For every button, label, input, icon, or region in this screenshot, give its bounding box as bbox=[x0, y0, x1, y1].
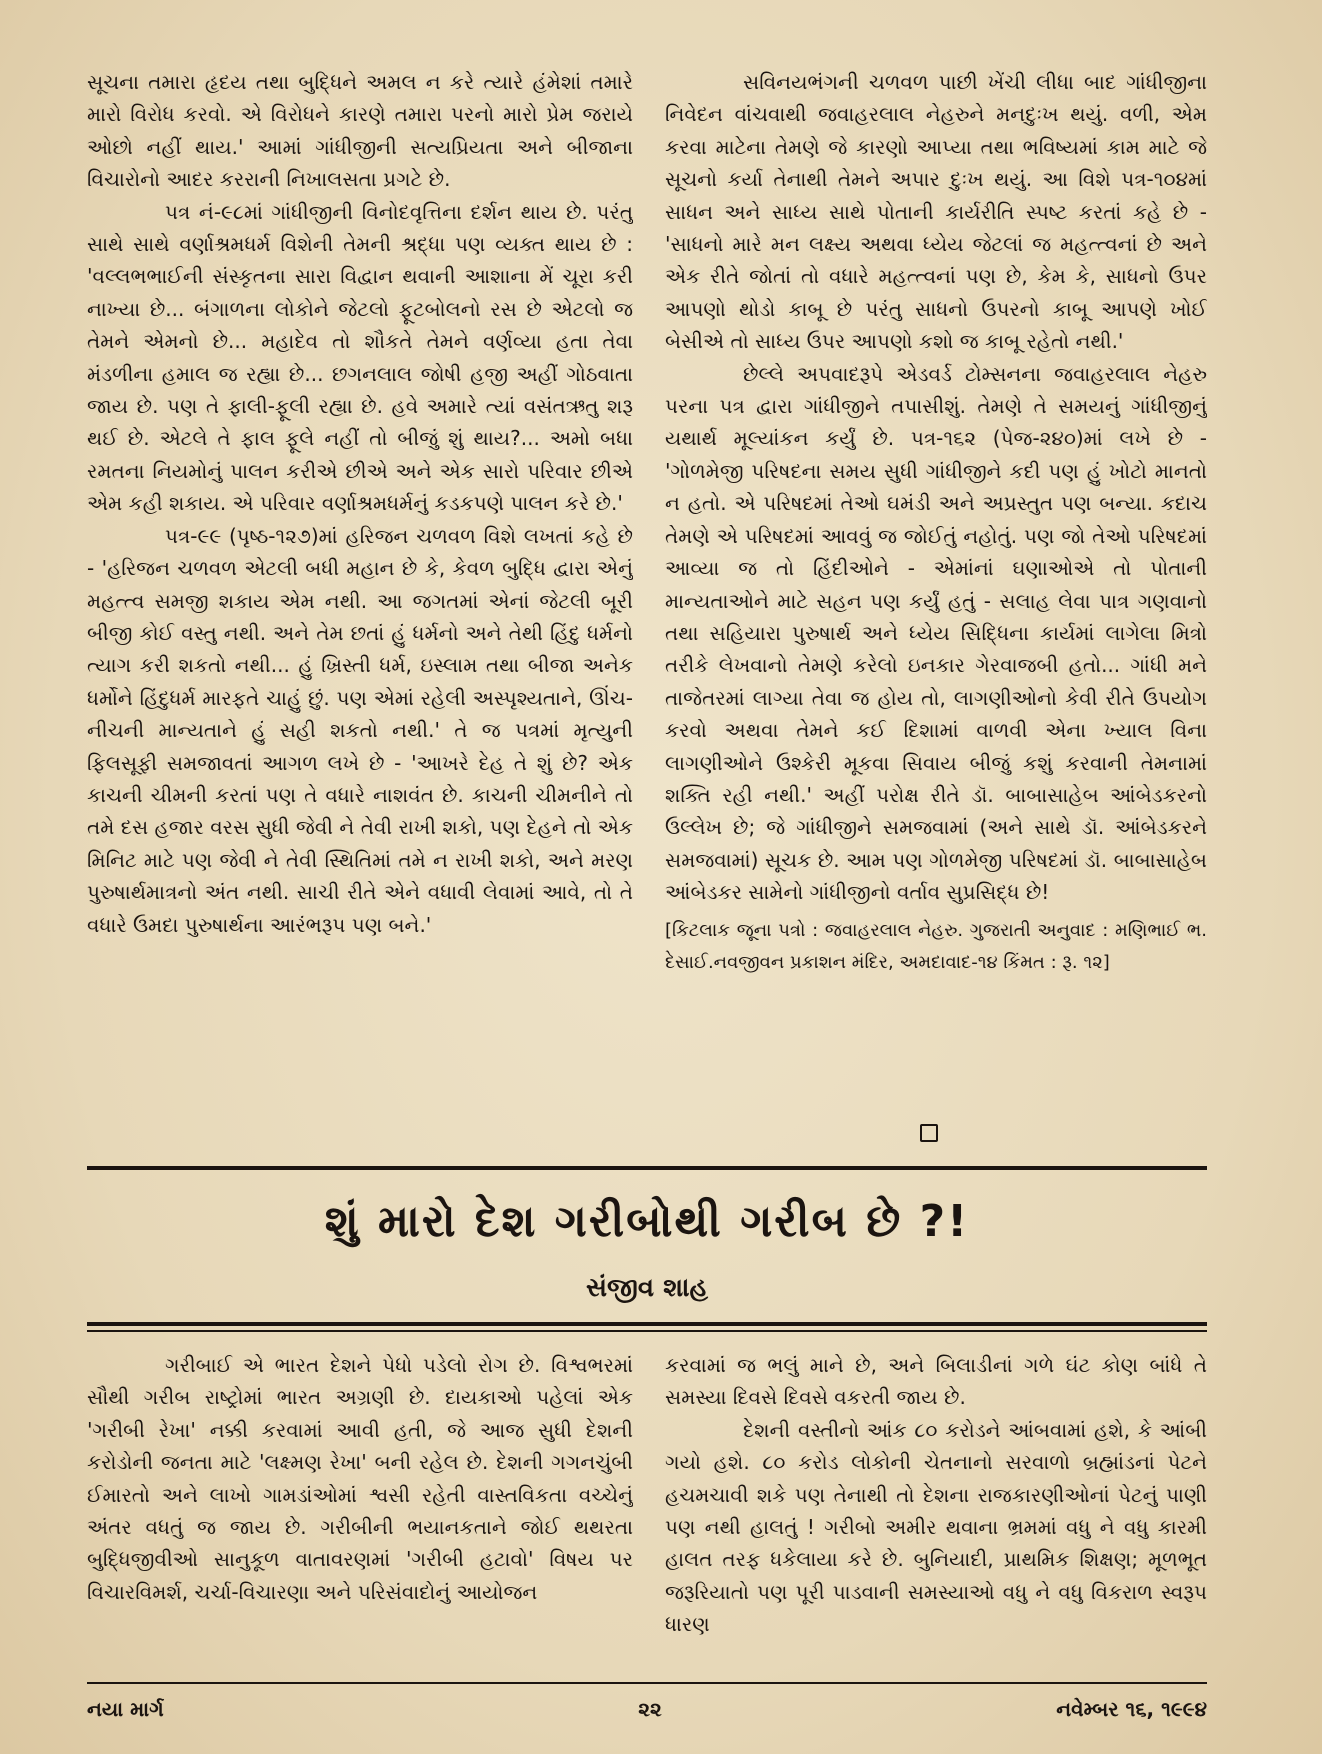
paragraph: દેશની વસ્તીનો આંક ૮૦ કરોડને આંબવામાં હશે, કે આંબી ગયો હશે. ૮૦ કરોડ લોકોની ચેતનાનો સરવાળો બ્રહ્માંડનાં પેટને હચમચાવી શકે પણ તેનાથી તો દેશના રાજકારણીઓનાં પેટનું પાણી પણ નથી હાલતું ! ગરીબો અમીર થવાના ભ્રમમાં વધુ ને વધુ કારમી હાલત તરફ ધકેલાયા કરે છે. બુનિયાદી, પ્રાથમિક શિક્ષણ; મૂળભૂત જરૂરિયાતો પણ પૂરી પાડવાની સમસ્યાઓ વધુ ને વધુ વિકરાળ સ્વરૂપ ધારણ bbox=[665, 1417, 1207, 1637]
article-title: શું મારો દેશ ગરીબોથી ગરીબ છે ?! bbox=[324, 1196, 970, 1247]
reference-note: [કિટલાક જૂના પત્રો : જવાહરલાલ નેહરુ. ગુજરાતી અનુવાદ : મણિભાઈ ભ. દેસાઈ.નવજીવન પ્રકાશન મંદિર, અમદાવાદ-૧૪ કિંમત : રૂ. ૧૨] bbox=[665, 919, 1207, 973]
section-divider bbox=[87, 1166, 1207, 1170]
paragraph: છેલ્લે અપવાદરૂપે એડવર્ડ ટોમ્સનના જવાહરલાલ નેહરુ પરના પત્ર દ્વારા ગાંધીજીને તપાસીશું. તેમણે તે સમયનું ગાંધીજીનું યથાર્થ મૂલ્યાંકન કર્યું છે. પત્ર-૧૬૨ (પેજ-૨૪૦)માં લખે છે - 'ગોળમેજી પરિષદના સમય સુધી ગાંધીજીને કદી પણ હું ખોટો માનતો ન હતો. એ પરિષદમાં તેઓ ઘમંડી અને અપ્રસ્તુત પણ બન્યા. કદાચ તેમણે એ પરિષદમાં આવવું જ જોઈતું નહોતું. પણ જો તેઓ પરિષદમાં આવ્યા જ તો હિંદીઓને - એમાંનાં ઘણાઓએ તો પોતાની માન્યતાઓને માટે સહન પણ કર્યું હતું - સલાહ લેવા પાત્ર ગણવાનો તથા સહિયારા પુરુષાર્થ અને ધ્યેય સિદ્ધિના કાર્યમાં લાગેલા મિત્રો તરીકે લેખવાનો તેમણે કરેલો ઇનકાર ગેરવાજબી હતો... ગાંધી મને તાજેતરમાં લાગ્યા તેવા જ હોય તો, લાગણીઓનો કેવી રીતે ઉપયોગ કરવો અથવા તેમને કઈ દિશામાં વાળવી એના ખ્યાલ વિના લાગણીઓને ઉશ્કેરી મૂકવા સિવાય બીજું કશું કરવાની તેમનામાં શક્તિ રહી નથી.' અહીં પરોક્ષ રીતે ડૉ. બાબાસાહેબ આંબેડકરનો ઉલ્લેખ છે; જે ગાંધીજીને સમજવામાં (અને સાથે ડૉ. આંબેડકરને સમજવામાં) સૂચક છે. આમ પણ ગોળમેજી પરિષદમાં ડૉ. બાબાસાહેબ આંબેડકર સામેનો ગાંધીજીનો વર્તાવ સુપ્રસિદ્ધ છે! bbox=[665, 361, 1207, 905]
publication-name: નયા માર્ગ bbox=[87, 1697, 164, 1721]
paragraph: સૂચના તમારા હૃદય તથા બુદ્ધિને અમલ ન કરે ત્યારે હંમેશાં તમારે મારો વિરોધ કરવો. એ વિરોધને કારણે તમારા પરનો મારો પ્રેમ જરાયે ઓછો નહીં થાય.' આમાં ગાંધીજીની સત્યપ્રિયતા અને બીજાના વિચારોનો આદર કરરાની નિખાલસતા પ્રગટે છે. bbox=[87, 70, 633, 192]
footer-divider bbox=[87, 1682, 1207, 1684]
title-divider bbox=[87, 1322, 1207, 1326]
article-author: સંજીવ શાહ bbox=[585, 1273, 709, 1303]
lower-left-column bbox=[87, 1349, 633, 1673]
upper-left-column bbox=[87, 66, 633, 1152]
end-of-article-mark bbox=[920, 1124, 938, 1142]
paragraph: કરવામાં જ ભલું માને છે, અને બિલાડીનાં ગળે ઘંટ કોણ બાંધે તે સમસ્યા દિવસે દિવસે વકરતી જાય છે. bbox=[665, 1353, 1207, 1410]
paragraph: ગરીબાઈ એ ભારત દેશને પેધો પડેલો રોગ છે. વિશ્વભરમાં સૌથી ગરીબ રાષ્ટ્રોમાં ભારત અગ્રણી છે. દાયકાઓ પહેલાં એક 'ગરીબી રેખા' નક્કી કરવામાં આવી હતી, જે આજ સુધી દેશની કરોડોની જનતા માટે 'લક્ષ્મણ રેખા' બની રહેલ છે. દેશની ગગનચુંબી ઈમારતો અને લાખો ગામડાંઓમાં શ્વસી રહેતી વાસ્તવિકતા વચ્ચેનું અંતર વધતું જ જાય છે. ગરીબીની ભયાનકતાને જોઈ થથરતા બુદ્ધિજીવીઓ સાનુકૂળ વાતાવરણમાં 'ગરીબી હટાવો' વિષય પર વિચારવિમર્શ, ચર્ચા-વિચારણા અને પરિસંવાદોનું આયોજન bbox=[87, 1353, 633, 1604]
title-divider-thin bbox=[87, 1330, 1207, 1332]
lower-right-column bbox=[665, 1349, 1207, 1673]
paragraph: પત્ર-૯૯ (પૃષ્ઠ-૧૨૭)માં હરિજન ચળવળ વિશે લખતાં કહે છે - 'હરિજન ચળવળ એટલી બધી મહાન છે કે, કેવળ બુદ્ધિ દ્વારા એનું મહત્ત્વ સમજી શકાય એમ નથી. આ જગતમાં એનાં જેટલી બૂરી બીજી કોઈ વસ્તુ નથી. અને તેમ છતાં હું ધર્મનો અને તેથી હિંદુ ધર્મનો ત્યાગ કરી શકતો નથી... હું ખ્રિસ્તી ધર્મ, ઇસ્લામ તથા બીજા અનેક ધર્મોને હિંદુધર્મ મારફતે ચાહું છું. પણ એમાં રહેલી અસ્પૃશ્યતાને, ઊંચ-નીચની માન્યતાને હું સહી શકતો નથી.' તે જ પત્રમાં મૃત્યુની ફિલસૂફી સમજાવતાં આગળ લખે છે - 'આખરે દેહ તે શું છે? એક કાચની ચીમની કરતાં પણ તે વધારે નાશવંત છે. કાચની ચીમનીને તો તમે દસ હજાર વરસ સુધી જેવી ને તેવી રાખી શકો, પણ દેહને તો એક મિનિટ માટે પણ જેવી ને તેવી સ્થિતિમાં તમે ન રાખી શકો, અને મરણ પુરુષાર્થમાત્રનો અંત નથી. સાચી રીતે એને વધાવી લેવામાં આવે, તો તે વધારે ઉમદા પુરુષાર્થના આરંભરૂપ પણ બને.' bbox=[87, 523, 633, 937]
paragraph: સવિનયભંગની ચળવળ પાછી ખેંચી લીધા બાદ ગાંધીજીના નિવેદન વાંચવાથી જવાહરલાલ નેહરુને મનદુઃખ થયું. વળી, એમ કરવા માટેના તેમણે જે કારણો આપ્યા તથા ભવિષ્યમાં કામ માટે જે સૂચનો કર્યા તેનાથી તેમને અપાર દુઃખ થયું. આ વિશે પત્ર-૧૦૪માં સાધન અને સાધ્ય સાથે પોતાની કાર્યરીતિ સ્પષ્ટ કરતાં કહે છે - 'સાધનો મારે મન લક્ષ્ય અથવા ધ્યેય જેટલાં જ મહત્ત્વનાં છે અને એક રીતે જોતાં તો વધારે મહત્ત્વનાં પણ છે, કેમ કે, સાધનો ઉપર આપણો થોડો કાબૂ છે પરંતુ સાધનો ઉપરનો કાબૂ આપણે ખોઈ બેસીએ તો સાધ્ય ઉપર આપણો કશો જ કાબૂ રહેતો નથી.' bbox=[665, 70, 1207, 354]
issue-date: નવેમ્બર ૧૬, ૧૯૯૪ bbox=[1056, 1697, 1207, 1721]
paragraph: પત્ર નં-૯૮માં ગાંધીજીની વિનોદવૃત્તિના દર્શન થાય છે. પરંતુ સાથે સાથે વર્ણાશ્રમધર્મ વિશેની તેમની શ્રદ્ધા પણ વ્યક્ત થાય છે : 'વલ્લભભાઈની સંસ્કૃતના સારા વિદ્વાન થવાની આશાના મેં ચૂરા કરી નાખ્યા છે... બંગાળના લોકોને જેટલો ફૂટબોલનો રસ છે એટલો જ તેમને એમનો છે... મહાદેવ તો શૌકતે તેમને વર્ણવ્યા હતા તેવા મંડળીના હમાલ જ રહ્યા છે... છગનલાલ જોષી હજી અહીં ગોઠવાતા જાય છે. પણ તે ફાલી-ફૂલી રહ્યા છે. હવે અમારે ત્યાં વસંતઋતુ શરૂ થઈ છે. એટલે તે ફાલ ફૂલે નહીં તો બીજું શું થાય?... અમો બધા રમતના નિયમોનું પાલન કરીએ છીએ અને એક સારો પરિવાર છીએ એમ કહી શકાય. એ પરિવાર વર્ણાશ્રમધર્મનું કડકપણે પાલન કરે છે.' bbox=[87, 199, 633, 516]
upper-right-column bbox=[665, 66, 1207, 1152]
page-number: ૨૨ bbox=[638, 1697, 662, 1721]
